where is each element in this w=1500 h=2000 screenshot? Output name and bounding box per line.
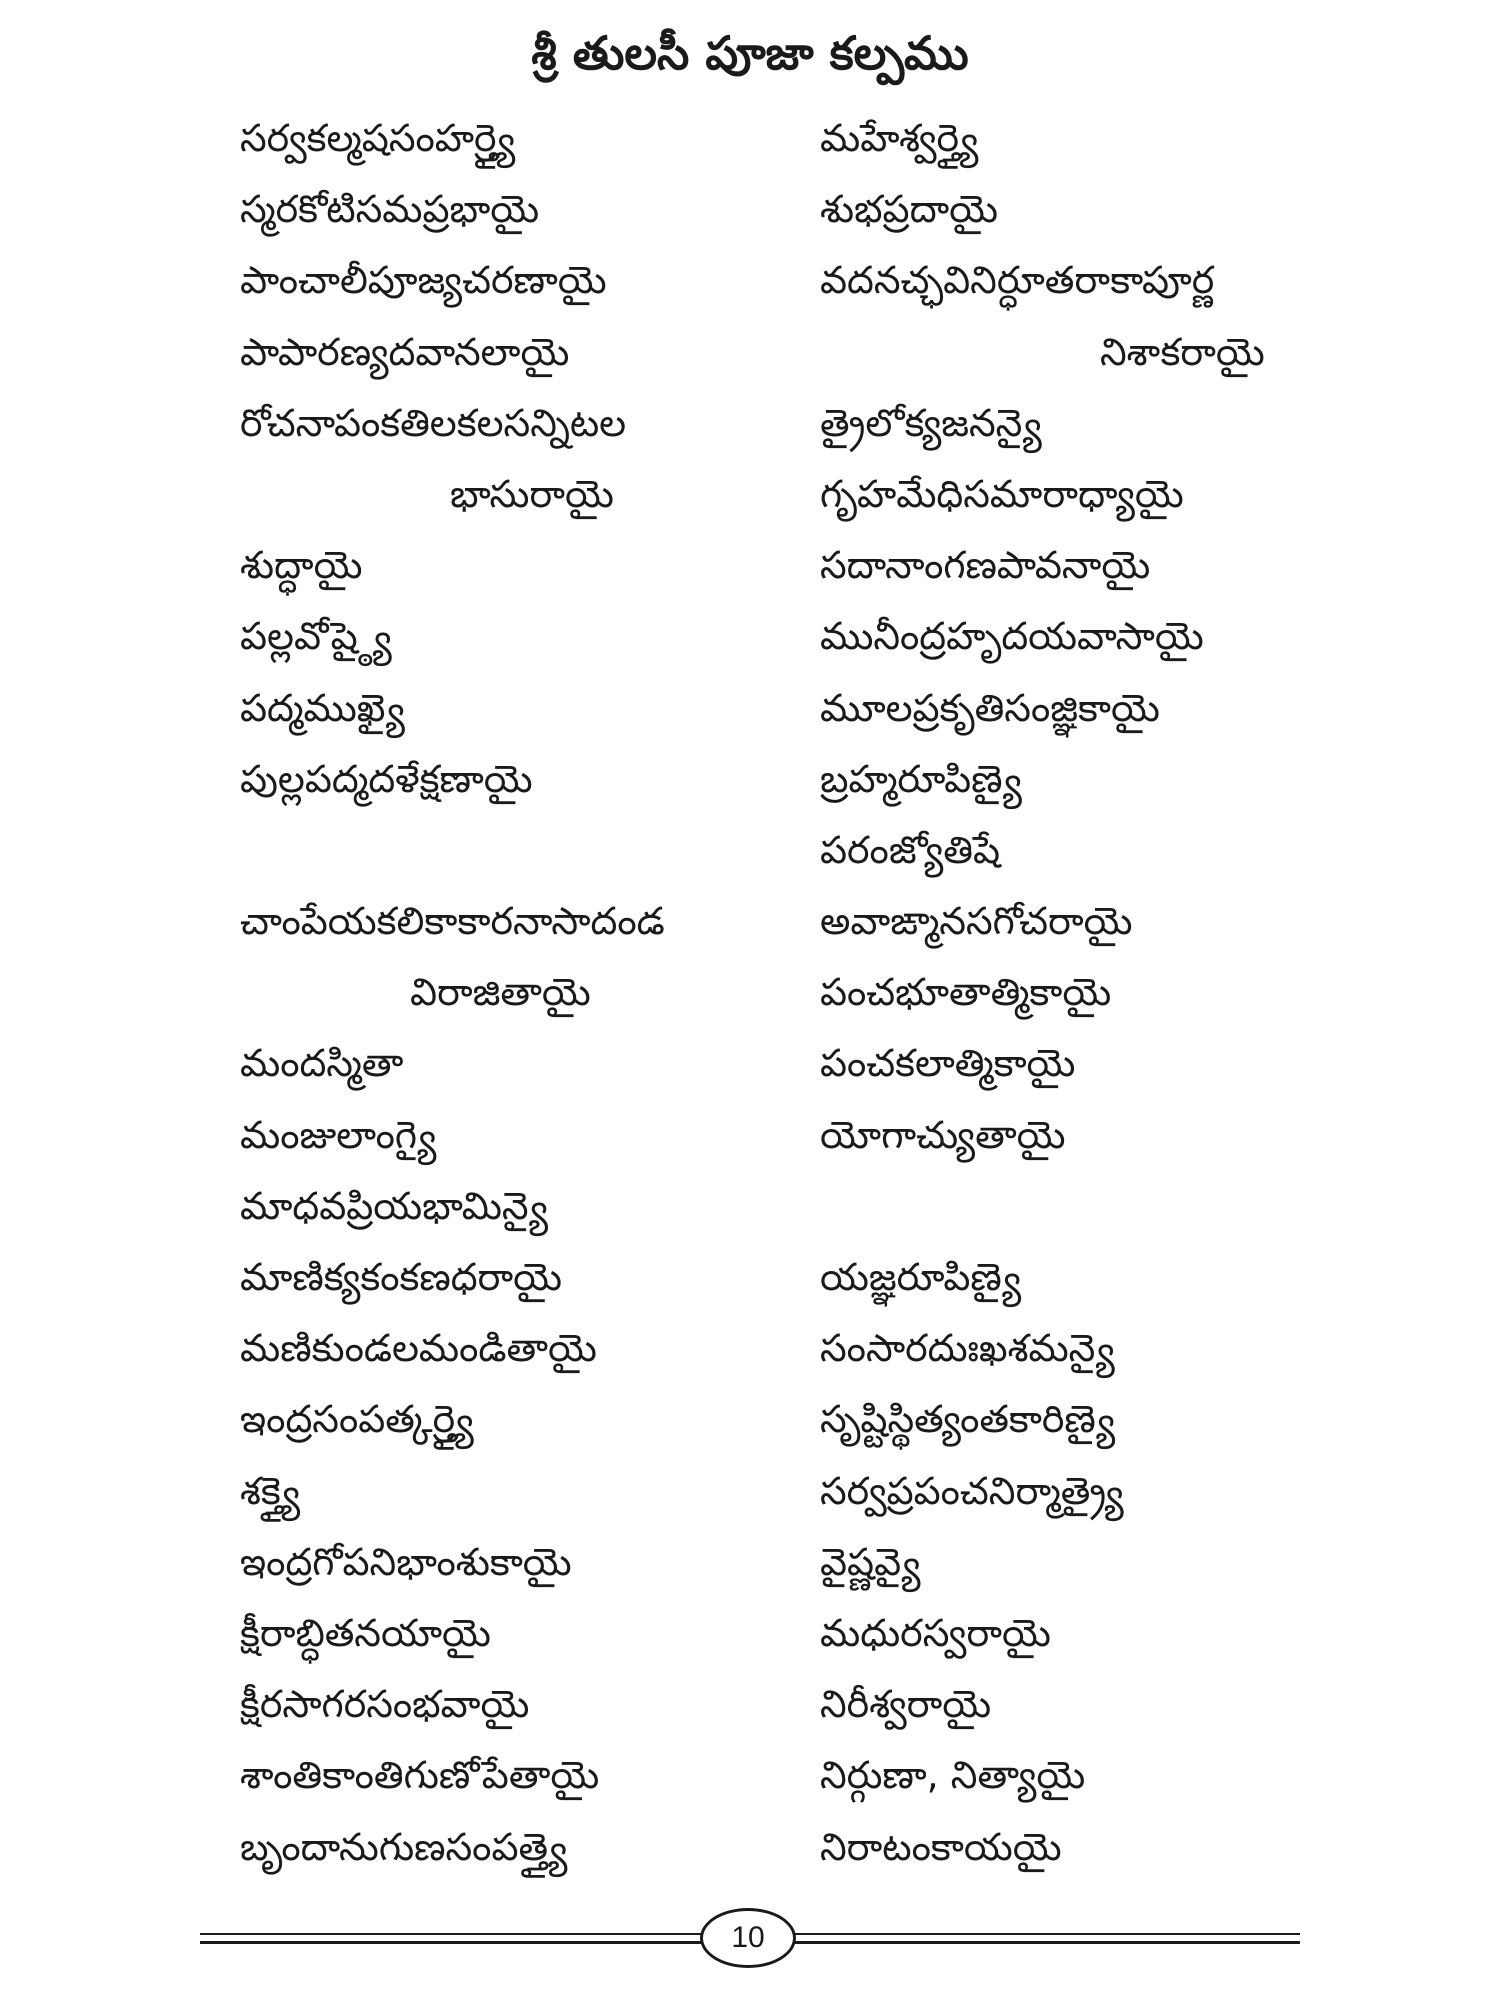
list-item: మహేశ్వర్త్యై: [820, 116, 979, 160]
list-item-continuation: భాసురాయై: [450, 471, 614, 516]
list-item: బృందానుగుణసంపత్త్యై: [240, 1824, 568, 1869]
list-item: క్షీరాబ్ధితనయాయై: [240, 1610, 491, 1655]
name-list-left-column: [240, 103, 800, 1883]
list-item: త్రైలోక్యజనన్యై: [820, 400, 1042, 445]
list-item: శక్త్యై: [240, 1468, 301, 1513]
list-item-blank: [820, 1171, 1340, 1242]
list-item: మధురస్వరాయై: [820, 1610, 1051, 1655]
list-item: మునీంద్రహృదయవాసాయై: [820, 614, 1204, 659]
list-item: బ్రహ్మరూపిణ్యై: [820, 756, 1022, 801]
list-item: సృష్టిస్థిత్యంతకారిణ్యై: [820, 1397, 1116, 1442]
list-item: గృహమేధిసమారాధ్యాయై: [820, 471, 1184, 516]
list-item: మంజులాంగ్యై: [240, 1112, 437, 1157]
list-item: ఇంద్రగోపనిభాంశుకాయై: [240, 1539, 572, 1584]
list-item: సంసారదుఃఖశమన్యై: [820, 1326, 1115, 1371]
list-item: పల్లవోష్ఠ్యై: [240, 614, 392, 659]
page-title: శ్రీ తులసీ పూజా కల్పము: [531, 26, 969, 80]
list-item: సర్వప్రపంచనిర్మాత్ర్యై: [820, 1468, 1124, 1513]
list-item: యోగాచ్యుతాయై: [820, 1112, 1066, 1157]
name-list-right-column: [820, 103, 1340, 1883]
list-item: సర్వకల్మషసంహర్త్ర్యై: [240, 116, 516, 160]
list-item: క్షీరసాగరసంభవాయై: [240, 1682, 530, 1727]
list-item-blank: [240, 815, 800, 886]
list-item: మూలప్రకృతిసంజ్ఞికాయై: [820, 685, 1160, 730]
page-number: 10: [700, 1908, 796, 1968]
list-item: స్మరకోటిసమప్రభాయై: [240, 187, 540, 232]
list-item: మణికుండలమండితాయై: [240, 1326, 597, 1371]
list-item: వదనచ్ఛవినిర్ధూతరాకాపూర్ణ: [820, 258, 1215, 303]
list-item: మందస్మితా: [240, 1041, 404, 1086]
list-item: పుల్లపద్మదళేక్షణాయై: [240, 756, 533, 801]
list-item: పంచభూతాత్మికాయై: [820, 970, 1112, 1015]
list-item: ఇంద్రసంపత్కర్త్ర్యై: [240, 1397, 474, 1442]
list-item: మాధవప్రియభామిన్యై: [240, 1183, 548, 1228]
list-item: అవాఙ్మానసగోచరాయై: [820, 899, 1133, 944]
list-item: నిర్గుణా, నిత్యాయై: [820, 1753, 1086, 1798]
list-item-continuation: విరాజితాయై: [410, 970, 591, 1015]
list-item: రోచనాపంకతిలకలసన్నిటల: [240, 400, 627, 445]
list-item: యజ్ఞరూపిణ్యై: [820, 1255, 1022, 1299]
list-item: పాపారణ్యదవానలాయై: [240, 329, 570, 374]
list-item: పాంచాలీపూజ్యచరణాయై: [240, 258, 607, 303]
list-item: శాంతికాంతిగుణోపేతాయై: [240, 1753, 600, 1798]
page-footer: [200, 1908, 1300, 1968]
list-item: చాంపేయకలికాకారనాసాదండ: [240, 899, 665, 944]
list-item: మాణిక్యకంకణధరాయై: [240, 1255, 563, 1299]
list-item: నిరాటంకాయయై: [820, 1824, 1062, 1869]
list-item: సదానాంగణపావనాయై: [820, 543, 1151, 588]
list-item: పంచకలాత్మికాయై: [820, 1041, 1076, 1086]
list-item: పరంజ్యోతిషే: [820, 827, 1001, 872]
list-item: వైష్ణవ్యై: [820, 1539, 921, 1584]
list-item: పద్మముఖ్యై: [240, 685, 405, 730]
list-item: శుభప్రదాయై: [820, 187, 998, 232]
list-item-continuation: నిశాకరాయై: [1100, 329, 1265, 374]
list-item: నిరీశ్వరాయై: [820, 1682, 992, 1727]
list-item: శుద్ధాయై: [240, 543, 363, 588]
